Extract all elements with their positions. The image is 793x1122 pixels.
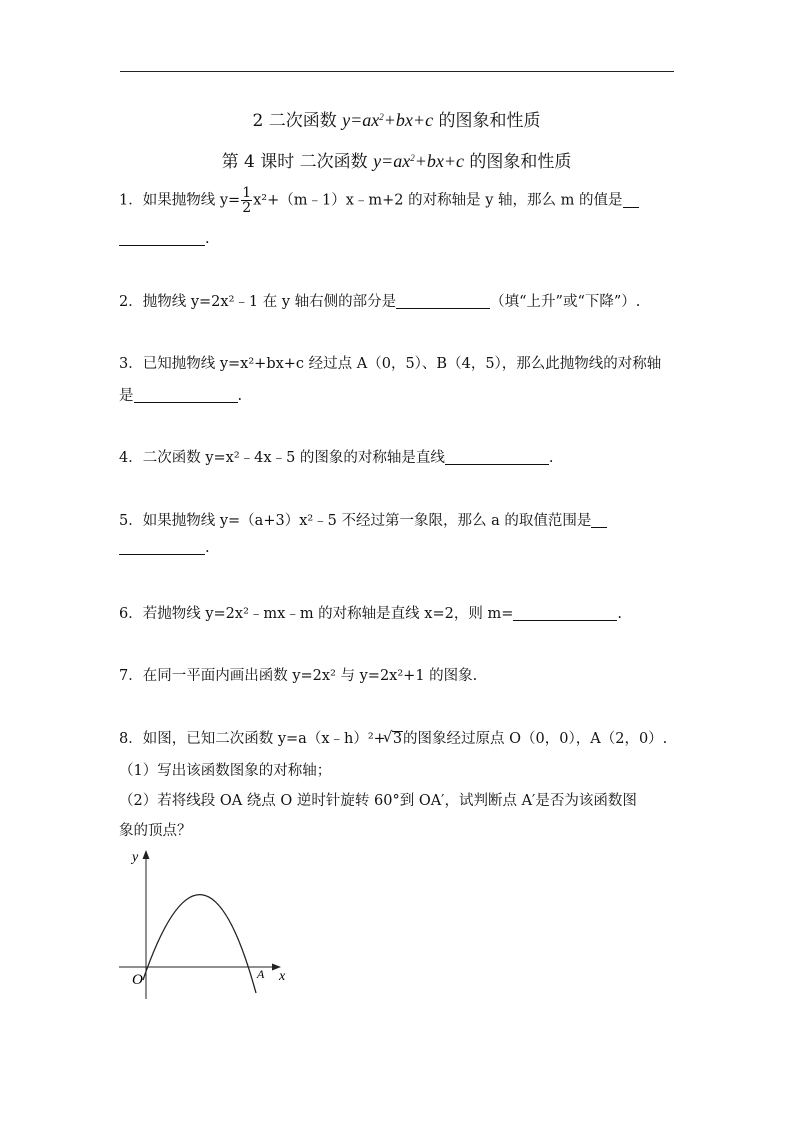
answer-blank-6[interactable] — [513, 606, 617, 621]
question-6: 6．若抛物线 y=2x²﹣mx﹣m 的对称轴是直线 x=2，则 m= . — [119, 606, 622, 622]
x-axis-label: x — [279, 969, 286, 984]
question-8-part-2: （2）若将线段 OA 绕点 O 逆时针旋转 60°到 OA′，试判断点 A′是否为该函数图 — [119, 793, 637, 809]
y-axis-label: y — [132, 850, 139, 865]
title-line-2: 第 4 课时 二次函数 $y=ax^2+bx+c$ 的图象和性质 — [221, 151, 572, 172]
answer-blank-5b[interactable] — [119, 540, 205, 555]
y-axis-arrow — [143, 850, 150, 859]
question-5-cont: . — [119, 540, 210, 556]
question-1: 1．如果抛物线 y= $\frac{1}{2}$ x²+（m﹣1）x﹣m+2 的对称轴是 y 轴，那么 m 的值是 — [119, 186, 639, 215]
title-formula-2: $y=ax^2+bx+c$ — [373, 151, 464, 171]
question-8: 8．如图，已知二次函数 y=a（x﹣h）²+√ 3的图象经过原点 O（0，0），A（2，0）. — [119, 727, 667, 748]
answer-blank-4[interactable] — [445, 450, 549, 465]
question-4: 4．二次函数 y=x²﹣4x﹣5 的图象的对称轴是直线 . — [119, 450, 554, 466]
question-3: 3．已知抛物线 y=x²+bx+c 经过点 A（0，5）、B（4，5），那么此抛物线的对称轴 — [119, 356, 662, 372]
question-7: 7．在同一平面内画出函数 y=2x² 与 y=2x²+1 的图象. — [119, 668, 478, 684]
question-1-cont: . — [119, 231, 210, 247]
parabola-figure — [115, 845, 295, 1010]
question-8-part-1: （1）写出该函数图象的对称轴； — [119, 763, 332, 779]
fraction-half: $\frac{1}{2}$ — [242, 185, 252, 216]
question-2: 2．抛物线 y=2x²﹣1 在 y 轴右侧的部分是 （填“上升”或“下降”）. — [119, 294, 641, 310]
answer-blank-1[interactable] — [623, 193, 639, 208]
origin-label: O — [132, 972, 143, 988]
answer-blank-1b[interactable] — [119, 231, 205, 246]
answer-blank-3[interactable] — [134, 388, 238, 403]
sqrt-three: √ 3 — [392, 731, 403, 748]
question-8-part-2-cont: 象的顶点？ — [119, 823, 192, 839]
title-formula: $y=ax^2+bx+c$ — [342, 110, 434, 130]
question-3-cont: 是 . — [119, 388, 243, 404]
parabola-curve — [143, 895, 256, 993]
top-rule — [120, 71, 674, 72]
answer-blank-2[interactable] — [396, 294, 490, 309]
title-line-1: 2 二次函数 $y=ax^2+bx+c$ 的图象和性质 — [252, 110, 541, 131]
answer-blank-5[interactable] — [591, 513, 607, 528]
point-a-label: A — [257, 967, 265, 981]
question-5: 5．如果抛物线 y=（a+3）x²﹣5 不经过第一象限，那么 a 的取值范围是 — [119, 509, 607, 530]
